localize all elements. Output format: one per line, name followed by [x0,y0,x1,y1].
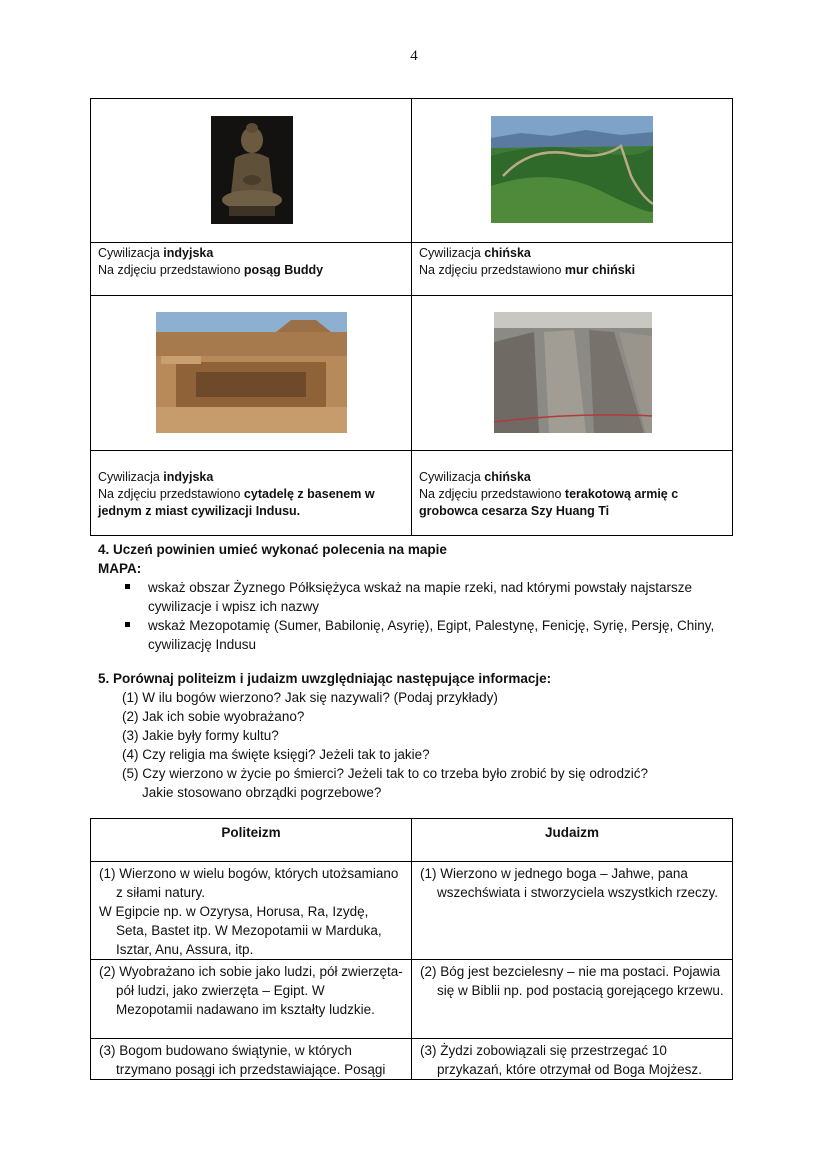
table-cell [412,1039,733,1080]
list-item: (1) W ilu bogów wierzono? Jak się nazywali? (Podaj przykłady) [122,690,498,705]
caption-label: Cywilizacja [98,246,164,260]
caption-civilization: indyjska [163,246,214,260]
cell-text: (2) Bóg jest bezcielesny – nie ma postaci. Pojawia się w Biblii np. pod postacią gorejącego krzewu. [420,964,724,998]
buddha-statue-photo-icon [211,116,293,224]
caption-civilization: indyjska [163,470,214,484]
image-cell-buddha [91,99,412,243]
caption-civilization: chińska [484,246,531,260]
cell-text: (1) Wierzono w wielu bogów, których utożsamiano z siłami natury. [99,866,399,900]
table-cell [91,1039,412,1080]
header-politeizm: Politeizm [91,819,412,862]
questions-list [98,688,738,802]
terracotta-army-photo-icon [494,312,652,433]
caption-cell-buddha [91,243,412,296]
caption-cell-great-wall [412,243,733,296]
caption-subject: mur chiński [564,263,636,277]
civilizations-image-table [90,98,733,536]
cell-text: (3) Bogom budowano świątynie, w których trzymano posągi ich przedstawiające. Posągi [99,1043,386,1077]
table-row [91,960,733,1039]
image-cell-great-wall [412,99,733,243]
page-number: 4 [410,48,418,64]
list-item: (3) Jakie były formy kultu? [122,728,279,743]
section-compare [98,669,738,802]
caption-subject-cont: jednym z miast cywilizacji Indusu. [98,504,301,518]
cell-text: W Egipcie np. w Ozyrysa, Horusa, Ra, Izydę, Seta, Bastet itp. W Mezopotamii w Marduka, Isztar, Anu, Assura, itp. [99,904,382,957]
cell-text: (3) Żydzi zobowiązali się przestrzegać 10 przykazań, które otrzymał od Boga Mojżesz. [420,1043,702,1077]
table-cell [412,862,733,960]
image-cell-citadel [91,296,412,451]
caption-label: Na zdjęciu przedstawiono [98,487,244,501]
table-cell [412,960,733,1039]
section4-subtitle: MAPA: [98,561,142,576]
question-text: (5) Czy wierzono w życie po śmierci? Jeżeli tak to co trzeba było zrobić by się odrodzić? [122,766,648,781]
caption-civilization: chińska [484,470,531,484]
table-row [91,1039,733,1080]
caption-label: Cywilizacja [419,470,485,484]
cell-text: (2) Wyobrażano ich sobie jako ludzi, pół zwierzęta- pół ludzi, jako zwierzęta – Egipt. W Mezopotamii nadawano im kształty ludzkie. [99,964,403,1017]
caption-label: Na zdjęciu przedstawiono [419,487,565,501]
table-row [91,862,733,960]
section4-title: 4. Uczeń powinien umieć wykonać polecenia na mapie [98,542,447,557]
caption-label: Na zdjęciu przedstawiono [419,263,565,277]
section5-title: 5. Porównaj politeizm i judaizm uwzględniając następujące informacje: [98,671,552,686]
caption-subject: posąg Buddy [243,263,324,277]
comparison-table [90,818,733,1080]
list-item: wskaż Mezopotamię (Sumer, Babilonię, Asyrię), Egipt, Palestynę, Fenicję, Syrię, Persję, Chiny, cywilizację Indusu [148,616,738,654]
caption-cell-citadel [91,451,412,536]
great-wall-photo-icon [491,116,653,223]
image-cell-terracotta [412,296,733,451]
caption-subject-cont: grobowca cesarza Szy Huang Ti [419,504,610,518]
section-map-tasks [98,540,738,654]
map-tasks-list [98,578,738,654]
caption-label: Cywilizacja [419,246,485,260]
question-text-cont: Jakie stosowano obrządki pogrzebowe? [142,785,382,800]
caption-subject: terakotową armię c [564,487,679,501]
list-item [122,764,738,802]
list-item: wskaż obszar Żyznego Półksiężyca wskaż na mapie rzeki, nad którymi powstały najstarsze cywilizacje i wpisz ich nazwy [148,578,738,616]
list-item: (2) Jak ich sobie wyobrażano? [122,709,305,724]
list-item: (4) Czy religia ma święte księgi? Jeżeli tak to jakie? [122,747,430,762]
caption-cell-terracotta [412,451,733,536]
caption-subject: cytadelę z basenem w [243,487,375,501]
mohenjo-daro-citadel-photo-icon [156,312,347,433]
table-cell [91,960,412,1039]
caption-label: Na zdjęciu przedstawiono [98,263,244,277]
cell-text: (1) Wierzono w jednego boga – Jahwe, pana wszechświata i stworzyciela wszystkich rzeczy. [420,866,719,900]
header-judaizm: Judaizm [412,819,733,862]
table-cell [91,862,412,960]
caption-label: Cywilizacja [98,470,164,484]
